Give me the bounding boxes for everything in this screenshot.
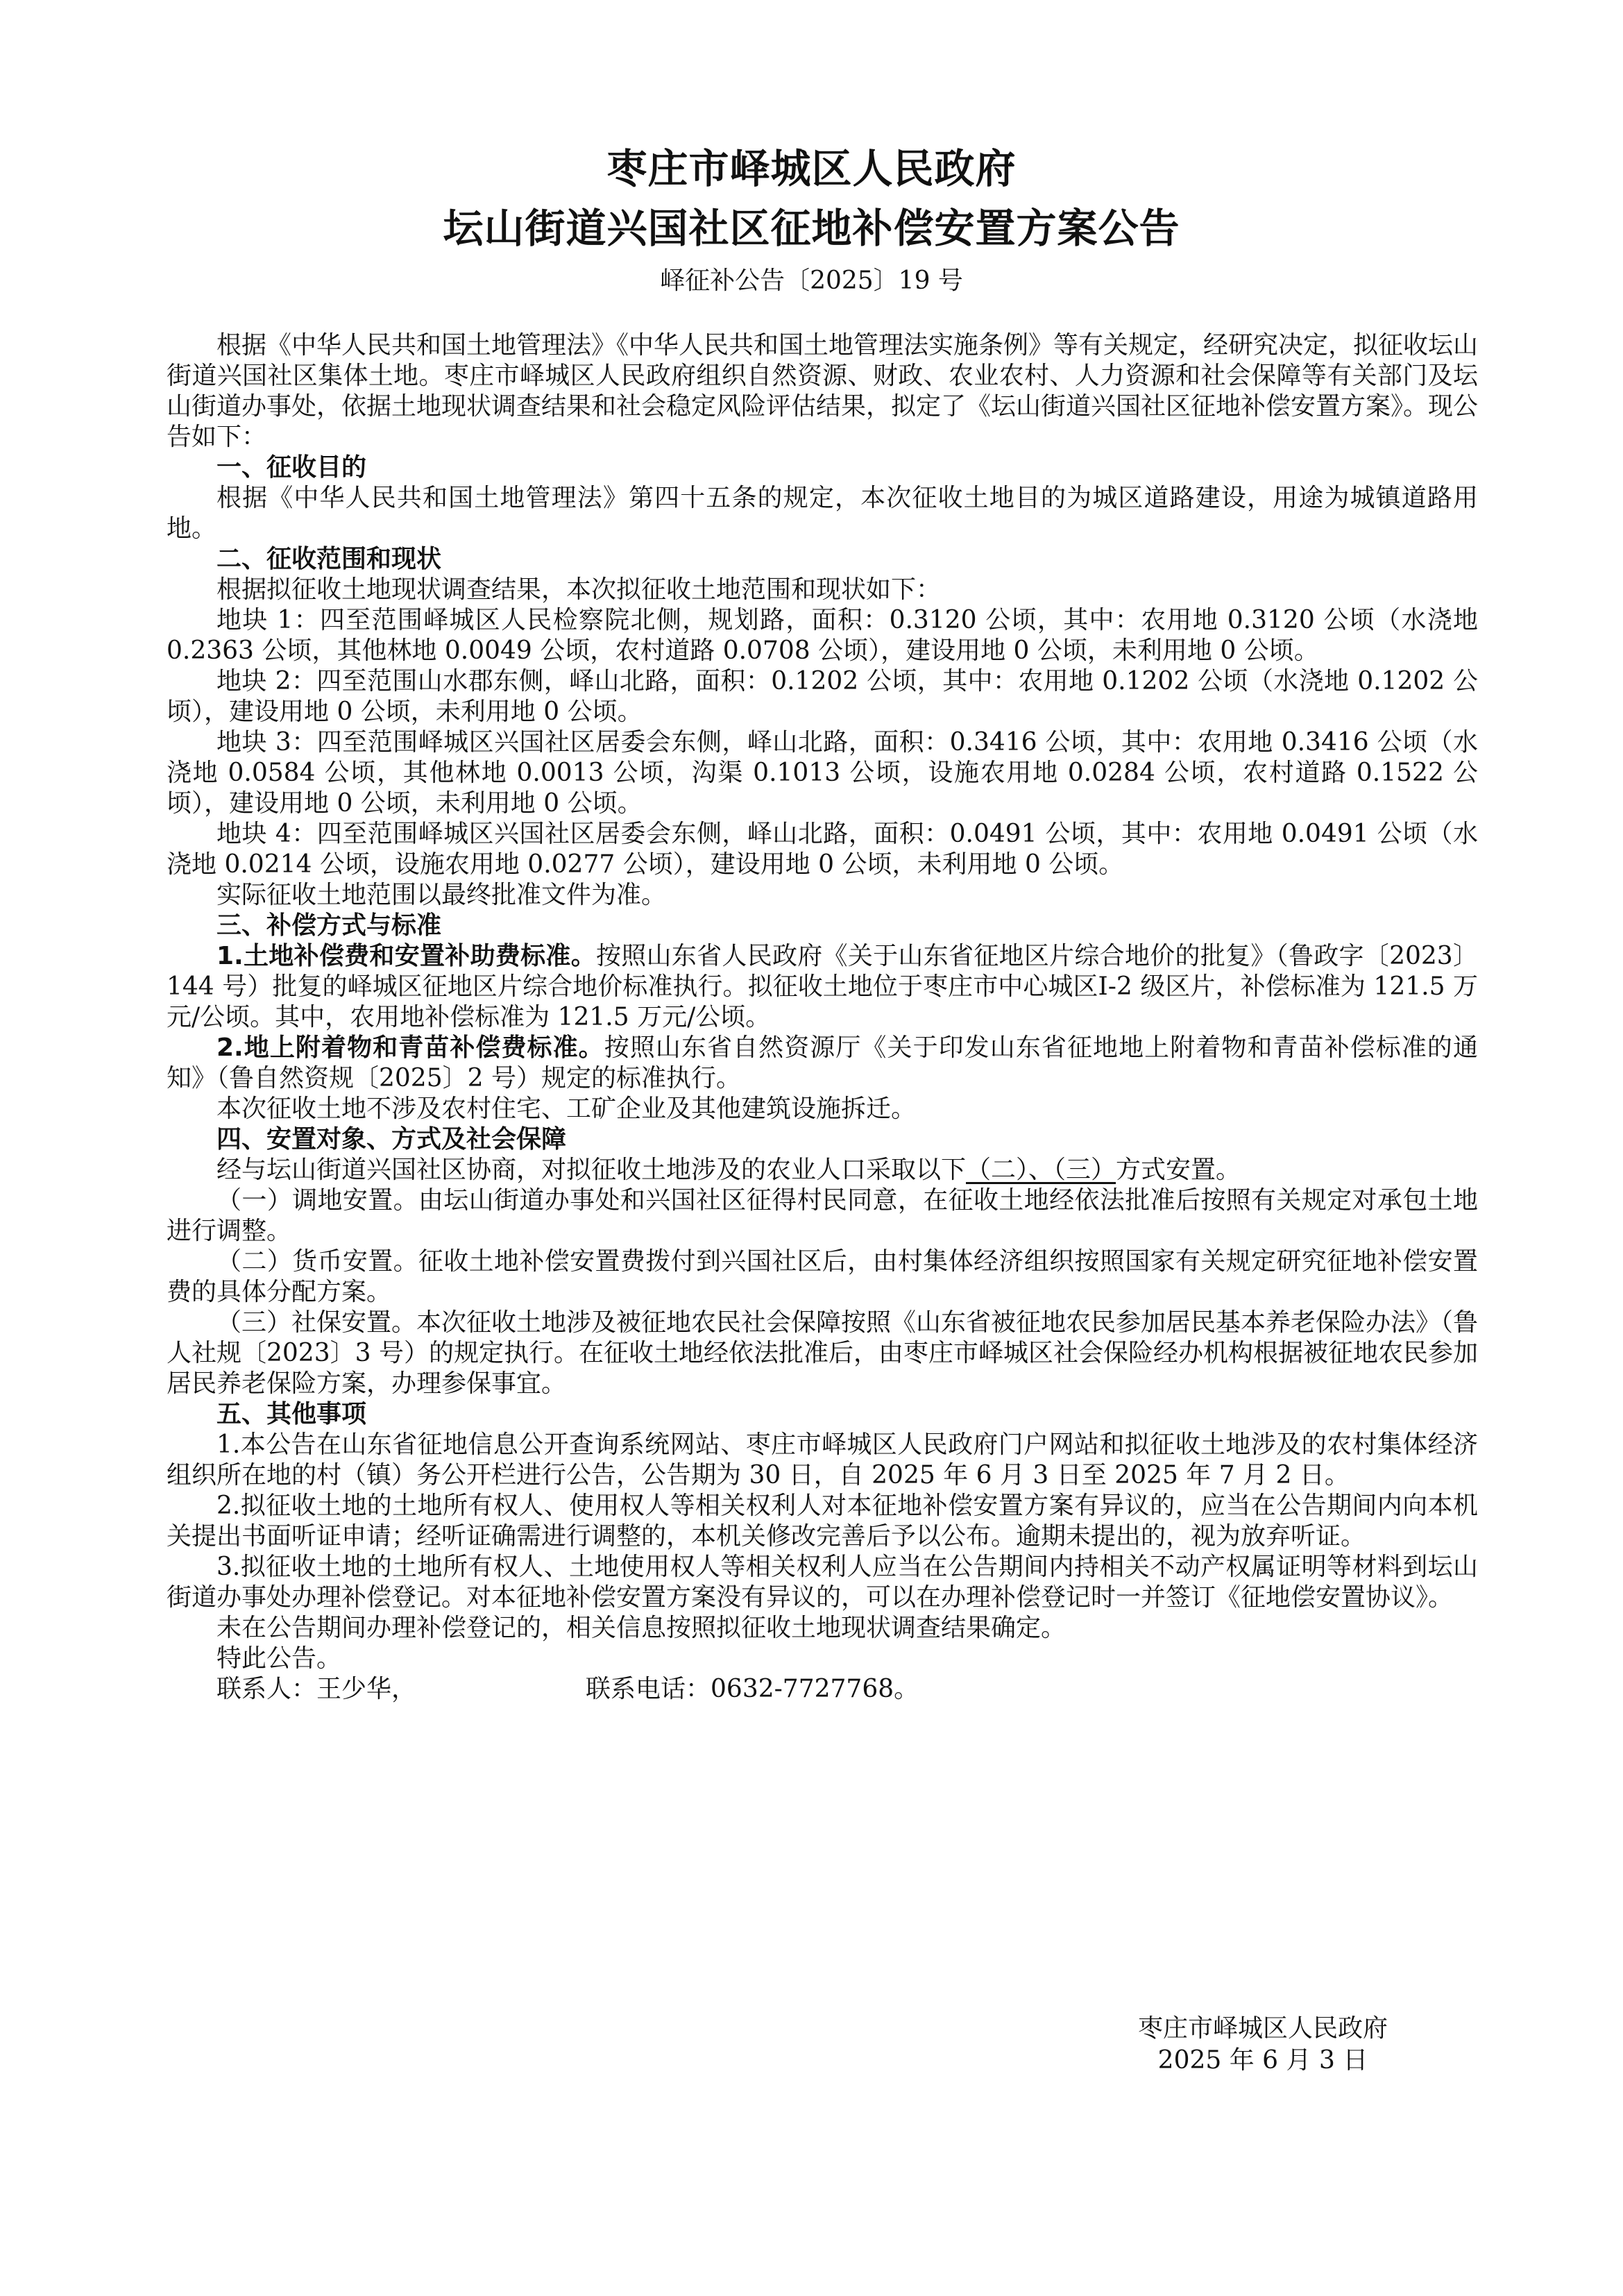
document-body (167, 330, 1478, 1705)
signature-block (1082, 2013, 1443, 2077)
scope-paragraph: 根据拟征收土地现状调查结果，本次拟征收土地范围和现状如下： (216, 575, 942, 604)
resettlement-option-2: （二）货币安置。征收土地补偿安置费拨付到兴国社区后，由村集体经济组织按照国家有关规定研究征地补偿安置费的具体分配方案。 (167, 1247, 1478, 1306)
compensation-item-1-text: 按照山东省人民政府《关于山东省征地区片综合地价的批复》（鲁政字〔2023〕144 号）批复的峄城区征地区片综合地价标准执行。拟征收土地位于枣庄市中心城区I-2 级区片，补偿标准为 121.5 万元/公顷。其中，农用地补偿标准为 121.5 万元/公顷。 (167, 942, 1478, 1031)
resettlement-text-post: 方式安置。 (1116, 1156, 1241, 1184)
purpose-paragraph: 根据《中华人民共和国土地管理法》第四十五条的规定，本次征收土地目的为城区道路建设，用途为城镇道路用地。 (167, 484, 1478, 543)
intro-paragraph: 根据《中华人民共和国土地管理法》《中华人民共和国土地管理法实施条例》等有关规定，经研究决定，拟征收坛山街道兴国社区集体土地。枣庄市峄城区人民政府组织自然资源、财政、农业农村、人力资源和社会保障等有关部门及坛山街道办事处，依据土地现状调查结果和社会稳定风险评估结果，拟定了《坛山街道兴国社区征地补偿安置方案》。现公告如下： (167, 331, 1479, 451)
plot-4-paragraph: 地块 4：四至范围峄城区兴国社区居委会东侧，峄山北路，面积：0.0491 公顷，其中：农用地 0.0491 公顷（水浇地 0.0214 公顷，设施农用地 0.0277 公顷），建设用地 0 公顷，未利用地 0 公顷。 (167, 820, 1478, 879)
signature-date: 2025 年 6 月 3 日 (1157, 2046, 1368, 2075)
compensation-item-2-text: 按照山东省自然资源厅《关于印发山东省征地地上附着物和青苗补偿标准的通知》（鲁自然资规〔2025〕2 号）规定的标准执行。 (167, 1033, 1478, 1092)
closing-statement: 特此公告。 (216, 1644, 342, 1673)
section-heading-compensation: 三、补偿方式与标准 (216, 911, 442, 940)
document-title-issuer: 枣庄市峄城区人民政府 (606, 145, 1017, 192)
contact-line (167, 1674, 1478, 1705)
contact-person: 联系人：王少华， (216, 1675, 417, 1703)
plot-1-paragraph: 地块 1：四至范围峄城区人民检察院北侧，规划路，面积：0.3120 公顷，其中：农用地 0.3120 公顷（水浇地 0.2363 公顷，其他林地 0.0049 公顷，农村道路 0.0708 公顷），建设用地 0 公顷，未利用地 0 公顷。 (167, 606, 1478, 665)
other-matter-4: 未在公告期间办理补偿登记的，相关信息按照拟征收土地现状调查结果确定。 (216, 1614, 1067, 1642)
scope-note-paragraph: 实际征收土地范围以最终批准文件为准。 (216, 881, 667, 909)
demolition-note-paragraph: 本次征收土地不涉及农村住宅、工矿企业及其他建筑设施拆迁。 (216, 1095, 917, 1123)
compensation-item-1 (167, 941, 1478, 1033)
resettlement-paragraph (167, 1155, 1478, 1185)
document-number: 峄征补公告〔2025〕19 号 (660, 267, 963, 295)
section-heading-resettlement: 四、安置对象、方式及社会保障 (216, 1125, 567, 1154)
plot-2-paragraph: 地块 2：四至范围山水郡东侧，峄山北路，面积：0.1202 公顷，其中：农用地 0.1202 公顷（水浇地 0.1202 公顷），建设用地 0 公顷，未利用地 0 公顷。 (167, 667, 1478, 726)
compensation-item-2 (167, 1033, 1478, 1094)
section-heading-purpose: 一、征收目的 (216, 453, 367, 482)
contact-phone: 联系电话：0632-7727768。 (586, 1675, 919, 1703)
resettlement-option-1: （一）调地安置。由坛山街道办事处和兴国社区征得村民同意，在征收土地经依法批准后按照有关规定对承包土地进行调整。 (167, 1186, 1478, 1245)
signature-organization: 枣庄市峄城区人民政府 (1137, 2014, 1388, 2043)
other-matter-3: 3.拟征收土地的土地所有权人、土地使用权人等相关权利人应当在公告期间内持相关不动产权属证明等材料到坛山街道办事处办理补偿登记。对本征地补偿安置方案没有异议的，可以在办理补偿登记时一并签订《征地偿安置协议》。 (167, 1553, 1478, 1612)
other-matter-1: 1.本公告在山东省征地信息公开查询系统网站、枣庄市峄城区人民政府门户网站和拟征收土地涉及的农村集体经济组织所在地的村（镇）务公开栏进行公告，公告期为 30 日，自 2025 年 6 月 3 日至 2025 年 7 月 2 日。 (167, 1430, 1478, 1489)
document-title: 坛山街道兴国社区征地补偿安置方案公告 (443, 205, 1180, 252)
other-matter-2: 2.拟征收土地的土地所有权人、使用权人等相关权利人对本征地补偿安置方案有异议的，应当在公告期间内向本机关提出书面听证申请；经听证确需进行调整的，本机关修改完善后予以公布。逾期未提出的，视为放弃听证。 (167, 1492, 1478, 1551)
compensation-item-1-title: 1.土地补偿费和安置补助费标准。 (216, 942, 596, 970)
section-heading-other: 五、其他事项 (216, 1400, 367, 1428)
resettlement-methods-underlined: （二）、（三） (966, 1156, 1116, 1184)
section-heading-scope: 二、征收范围和现状 (216, 545, 442, 573)
plot-3-paragraph: 地块 3：四至范围峄城区兴国社区居委会东侧，峄山北路，面积：0.3416 公顷，其中：农用地 0.3416 公顷（水浇地 0.0584 公顷，其他林地 0.0013 公顷，沟渠 0.1013 公顷，设施农用地 0.0284 公顷，农村道路 0.1522 公顷），建设用地 0 公顷，未利用地 0 公顷。 (167, 728, 1478, 818)
resettlement-option-3: （三）社保安置。本次征收土地涉及被征地农民社会保障按照《山东省被征地农民参加居民基本养老保险办法》（鲁人社规〔2023〕3 号）的规定执行。在征收土地经依法批准后，由枣庄市峄城区社会保险经办机构根据被征地农民参加居民养老保险方案，办理参保事宜。 (167, 1308, 1479, 1398)
compensation-item-2-title: 2.地上附着物和青苗补偿费标准。 (216, 1033, 604, 1062)
resettlement-text-pre: 经与坛山街道兴国社区协商，对拟征收土地涉及的农业人口采取以下 (216, 1156, 967, 1184)
